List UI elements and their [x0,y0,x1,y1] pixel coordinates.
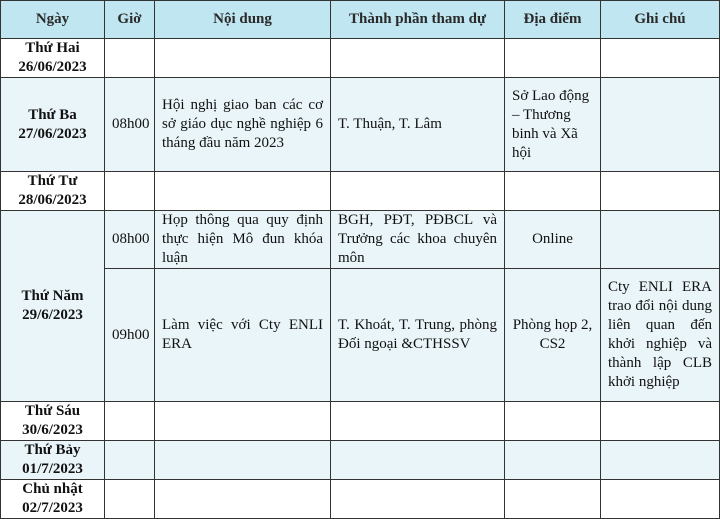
content-cell [155,39,331,78]
day-date: 30/6/2023 [22,422,83,438]
header-notes: Ghi chú [601,1,720,39]
time-cell: 08h00 [105,211,155,269]
location-cell: Sở Lao động – Thương binh và Xã hội [505,78,601,172]
notes-cell [601,480,720,519]
row-wednesday [1,172,720,211]
day-date: 02/7/2023 [22,500,83,516]
content-cell: Làm việc với Cty ENLI ERA [155,269,331,402]
header-day: Ngày [1,1,105,39]
day-date: 26/06/2023 [18,59,87,75]
location-cell: Online [505,211,601,269]
notes-cell [601,172,720,211]
location-cell [505,172,601,211]
day-name: Thứ Bảy [24,442,81,458]
row-monday [1,39,720,78]
participants-cell: T. Khoát, T. Trung, phòng Đối ngoại &CTHSSV [331,269,505,402]
location-cell [505,402,601,441]
day-date: 29/6/2023 [22,307,83,323]
content-cell [155,402,331,441]
notes-cell [601,39,720,78]
day-name: Thứ Ba [28,106,77,123]
time-cell [105,39,155,78]
location-cell [505,441,601,480]
header-content: Nội dung [155,1,331,39]
content-cell: Hội nghị giao ban các cơ sở giáo dục nghề nghiệp 6 tháng đầu năm 2023 [155,78,331,172]
time-cell [105,441,155,480]
time-cell [105,480,155,519]
day-name: Chủ nhật [22,481,83,497]
time-cell [105,172,155,211]
location-cell [505,39,601,78]
participants-cell [331,441,505,480]
day-cell [1,78,105,172]
content-cell [155,172,331,211]
row-friday [1,402,720,441]
participants-cell: BGH, PĐT, PĐBCL và Trưởng các khoa chuyên môn [331,211,505,269]
notes-cell [601,78,720,172]
day-cell [1,172,105,211]
row-tuesday [1,78,720,172]
time-cell [105,402,155,441]
content-cell [155,441,331,480]
header-time: Giờ [105,1,155,39]
time-cell: 09h00 [105,269,155,402]
content-cell [155,480,331,519]
day-date: 27/06/2023 [18,125,87,142]
day-cell [1,480,105,519]
notes-cell [601,441,720,480]
row-sunday [1,480,720,519]
day-name: Thứ Năm [21,288,84,304]
notes-cell: Cty ENLI ERA trao đổi nội dung liên quan đến khởi nghiệp và thành lập CLB khởi nghiệp [601,269,720,402]
day-cell [1,211,105,402]
day-name: Thứ Hai [25,40,80,56]
row-thursday-event-2 [1,269,720,402]
participants-cell [331,402,505,441]
day-cell [1,402,105,441]
header-participants: Thành phần tham dự [331,1,505,39]
content-cell: Họp thông qua quy định thực hiện Mô đun khóa luận [155,211,331,269]
notes-cell [601,402,720,441]
day-name: Thứ Tư [27,173,78,189]
row-thursday-event-1 [1,211,720,269]
row-saturday [1,441,720,480]
participants-cell: T. Thuận, T. Lâm [331,78,505,172]
time-cell: 08h00 [105,78,155,172]
header-row [1,1,720,39]
participants-cell [331,39,505,78]
participants-cell [331,172,505,211]
participants-cell [331,480,505,519]
day-date: 01/7/2023 [22,461,83,477]
day-name: Thứ Sáu [24,403,81,419]
header-location: Địa điểm [505,1,601,39]
day-date: 28/06/2023 [18,192,87,208]
location-cell [505,480,601,519]
location-cell: Phòng họp 2, CS2 [505,269,601,402]
day-cell [1,441,105,480]
day-cell [1,39,105,78]
notes-cell [601,211,720,269]
